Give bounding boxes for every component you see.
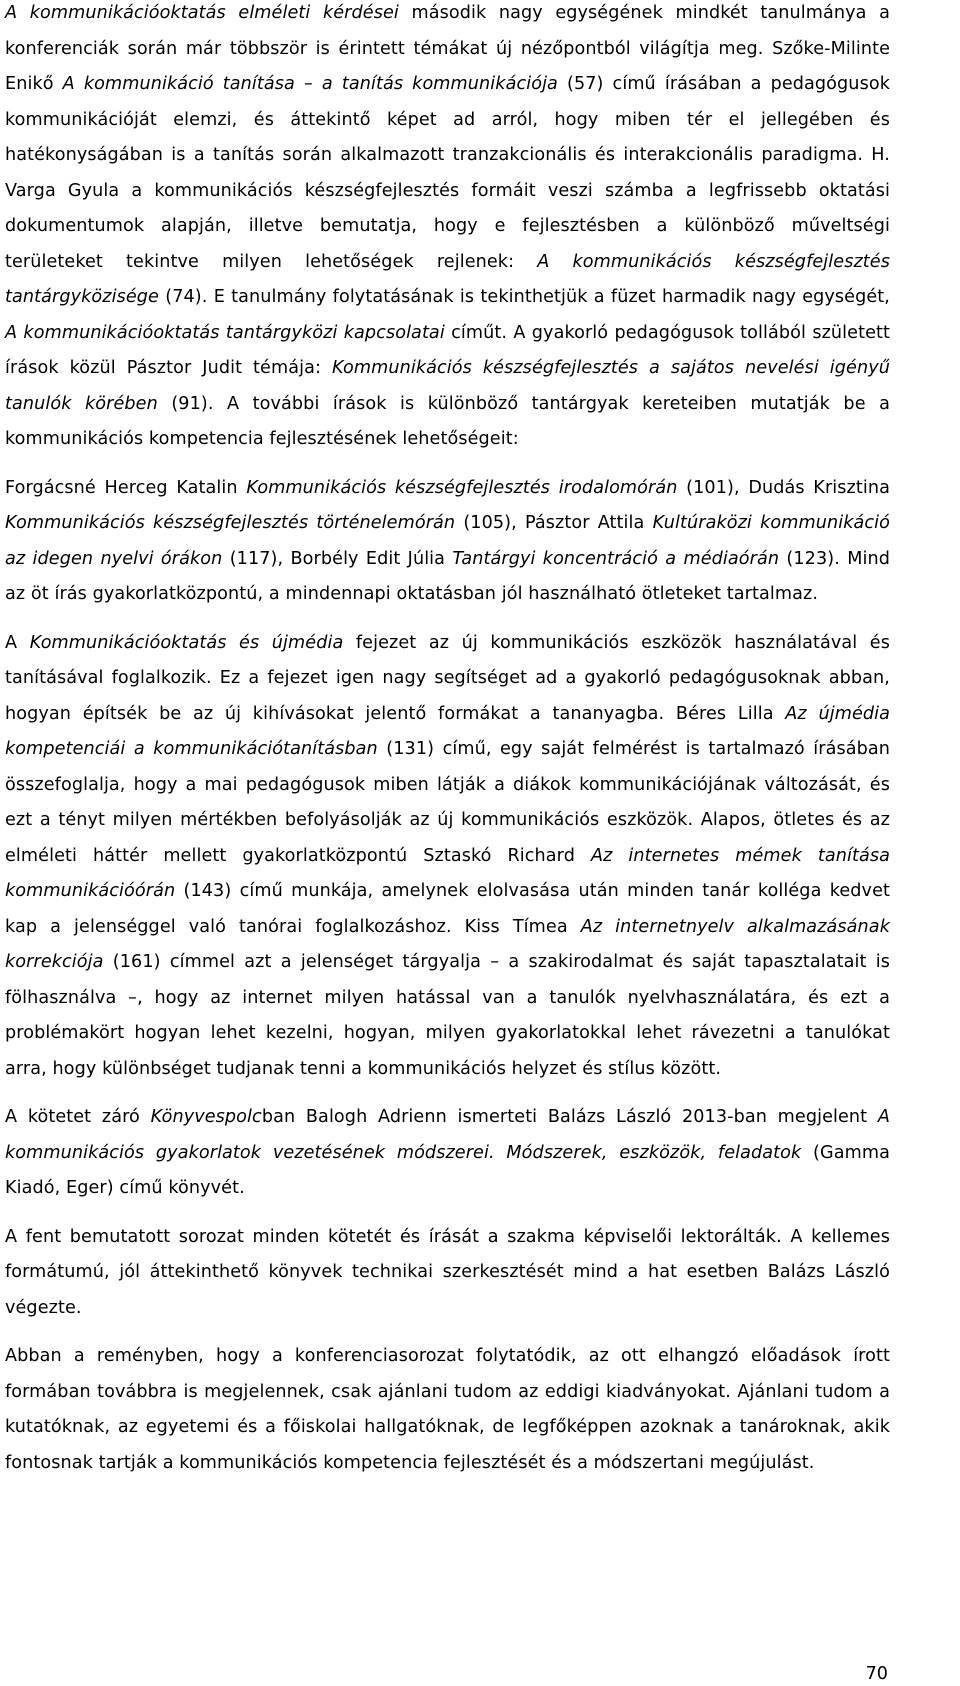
italic-title-text: Az újmédia kompetenciái a kommunikációtanításban: [5, 703, 891, 759]
body-text: ban Balogh Adrienn ismerteti Balázs László 2013-ban megjelent: [261, 1107, 878, 1127]
italic-title-text: Tantárgyi koncentráció a médiaórán: [452, 548, 780, 569]
body-text: fejezet az új kommunikációs eszközök használatával és tanításával foglalkozik. Ez a fejezet igen nagy segítséget ad a gyakorló pedagógusoknak abban, hogyan építsék be az új kihívásokat jelentő formákat a tananyagba. Béres Lilla: [5, 632, 890, 724]
body-text: (101), Dudás Krisztina: [677, 477, 890, 498]
body-text: második nagy egységének mindkét tanulmánya a konferenciák során már többször is érintett témákat új nézőpontból világítja meg. Szőke-Milinte Enikő: [5, 3, 890, 94]
paragraph-gap: [5, 458, 890, 471]
italic-title-text: A kommunikáció tanítása – a tanítás kommunikációja: [62, 74, 558, 94]
paragraph-4: [5, 1100, 890, 1207]
italic-title-text: Kommunikációoktatás és újmédia: [29, 632, 344, 653]
italic-title-text: Kommunikációs készségfejlesztés irodalomórán: [246, 477, 678, 498]
paragraph-2: [5, 471, 890, 613]
page-number: 70: [865, 1664, 888, 1684]
document-body: [5, 0, 890, 1481]
paragraph-3: [5, 626, 890, 1088]
body-text: Forgácsné Herceg Katalin: [5, 477, 247, 498]
italic-title-text: Kommunikációs készségfejlesztés a sajátos nevelési igényű tanulók körében: [5, 358, 890, 414]
paragraph-gap: [5, 1326, 890, 1339]
body-text: (74). E tanulmány folytatásának is tekinthetjük a füzet harmadik nagy egységét,: [158, 287, 890, 307]
italic-title-text: A kommunikációs gyakorlatok vezetésének módszerei. Módszerek, eszközök, feladatok: [5, 1107, 891, 1163]
body-text: (91). A további írások is különböző tantárgyak kereteiben mutatják be a kommunikációs kompetencia fejlesztésének lehetőségeit:: [5, 393, 890, 449]
body-text: A: [5, 632, 30, 653]
italic-title-text: A kommunikációoktatás tantárgyközi kapcsolatai: [5, 322, 445, 343]
body-text: címűt. A gyakorló pedagógusok tollából született írások közül Pásztor Judit témája:: [5, 322, 890, 378]
paragraph-1: [5, 0, 890, 458]
body-text: (161) címmel azt a jelenséget tárgyalja – a szakirodalmat és saját tapasztalatait is fölhasználva –, hogy az internet milyen hatással van a tanulók nyelvhasználatára, és ezt a problémakört hogyan lehet kezelni, hogyan, milyen gyakorlatokkal lehet rávezetni a tanulókat arra, hogy különbséget tudjanak tenni a kommunikációs helyzet és stílus között.: [5, 952, 890, 1079]
body-text: A kötetet záró: [5, 1107, 151, 1127]
italic-title-text: Könyvespolc: [150, 1107, 262, 1127]
body-text: (117), Borbély Edit Júlia: [222, 548, 453, 569]
paragraph-5: [5, 1220, 890, 1327]
body-text: (131) című, egy saját felmérést is tartalmazó írásában összefoglalja, hogy a mai pedagógusok miben látják a diákok kommunikációjának változását, és ezt a tényt milyen mértékben befolyásolják az új kommunikációs eszközök. Alapos, ötletes és az elméleti háttér mellett gyakorlatközpontú Sztaskó Richard: [5, 739, 891, 866]
italic-title-text: A kommunikációs készségfejlesztés tantárgyközisége: [5, 251, 890, 307]
paragraph-gap: [5, 1207, 890, 1220]
body-text: A fent bemutatott sorozat minden kötetét és írását a szakma képviselői lektorálták. A kellemes formátumú, jól áttekinthető könyvek technikai szerkesztését mind a hat esetben Balázs László végezte.: [5, 1226, 890, 1318]
body-text: (Gamma Kiadó, Eger) című könyvét.: [5, 1142, 890, 1198]
italic-title-text: A kommunikációoktatás elméleti kérdései: [5, 3, 399, 23]
italic-title-text: Kommunikációs készségfejlesztés történelemórán: [5, 513, 456, 533]
italic-title-text: Az internetes mémek tanítása kommunikációórán: [5, 845, 890, 901]
paragraph-gap: [5, 1087, 890, 1100]
paragraph-gap: [5, 613, 890, 626]
body-text: (123). Mind az öt írás gyakorlatközpontú, a mindennapi oktatásban jól használható ötleteket tartalmaz.: [5, 548, 890, 604]
body-text: Abban a reményben, hogy a konferenciasorozat folytatódik, az ott elhangzó előadások írott formában továbbra is megjelennek, csak ajánlani tudom az eddigi kiadványokat. Ajánlani tudom a kutatóknak, az egyetemi és a főiskolai hallgatóknak, de legfőképpen azoknak a tanároknak, akik fontosnak tartják a kommunikációs kompetencia fejlesztését és a módszertani megújulást.: [5, 1346, 890, 1473]
body-text: (57) című írásában a pedagógusok kommunikációját elemzi, és áttekintő képet ad arról, hogy miben tér el jellegében és hatékonyságában is a tanítás során alkalmazott tranzakcionális és interakcionális paradigma. H. Varga Gyula a kommunikációs készségfejlesztés formáit veszi számba a legfrissebb oktatási dokumentumok alapján, illetve bemutatja, hogy e fejlesztésben a különböző műveltségi területeket tekintve milyen lehetőségek rejlenek:: [5, 74, 890, 272]
italic-title-text: Kultúraközi kommunikáció az idegen nyelvi órákon: [5, 513, 890, 569]
body-text: (105), Pásztor Attila: [455, 513, 653, 533]
paragraph-6: [5, 1339, 890, 1481]
italic-title-text: Az internetnyelv alkalmazásának korrekciója: [5, 916, 890, 972]
body-text: (143) című munkája, amelynek elolvasása után minden tanár kolléga kedvet kap a jelenséggel való tanórai foglalkozáshoz. Kiss Tímea: [5, 881, 890, 937]
